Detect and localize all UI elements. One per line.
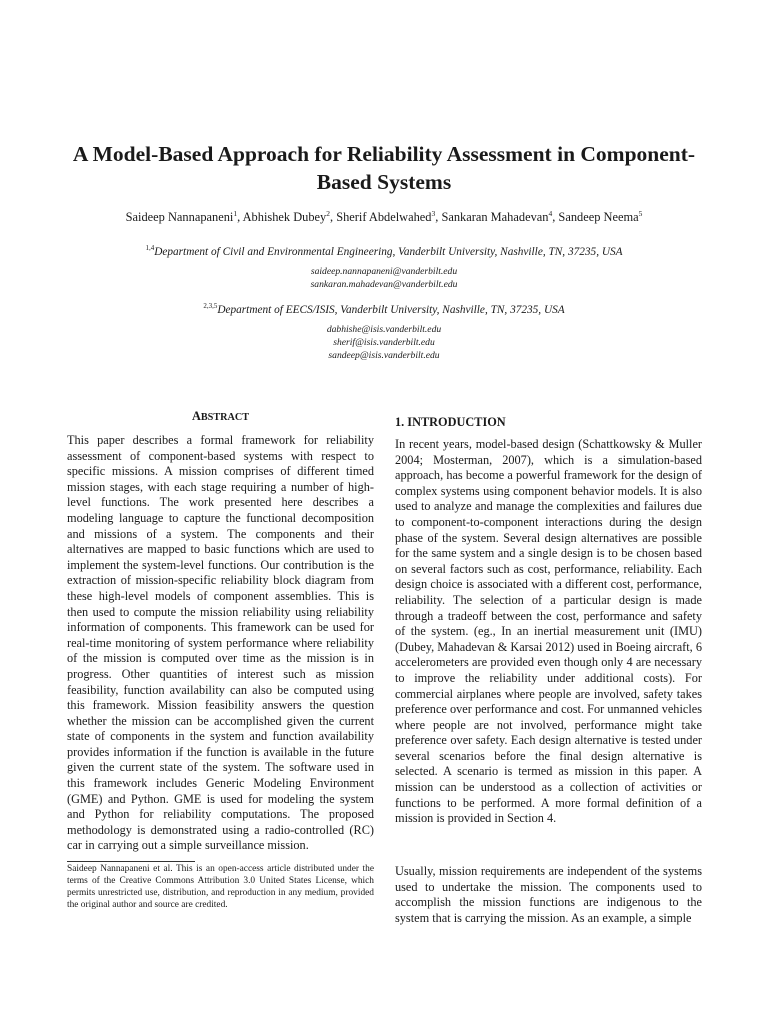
affiliation-sup: 1,4 [145,244,155,252]
author-name: Saideep Nannapaneni [125,210,234,225]
email: sandeep@isis.vanderbilt.edu [328,350,440,361]
affiliation-text: Department of Civil and Environmental Engineering, Vanderbilt University, Nashville, TN, 37235, USA [154,245,623,258]
abstract-heading: ABSTRACT [191,409,249,423]
author-sup: 5 [638,209,643,218]
abstract-body: This paper describes a formal framework for reliability assessment of component-based systems with respect to specific missions. A mission comprises of different timed mission stages, with each stage requiring a number of high-level functions. The work presented here describes a modeling language to capture the functional decomposition and missions of a system. The components and their alternatives are mapped to basic functions which are used to implement the system-level functions. Our contribution is the extraction of mission-specific reliability block diagram from these high-level models of component assemblies. This is then used to compute the mission reliability using reliability information of components. This framework can be used for real-time monitoring of system performance where reliability of the mission is computed over time as the mission is in progress. Other quantities of interest such as mission feasibility, function availability can also be computed using this framework. Mission feasibility answers the question whether the mission can be accomplished given the current state of components in the system and function availability provides information if the function is available in the future given the current state of the system. The software used in this framework includes Generic Modeling Environment (GME) and Python. GME is used for modeling the system and Python for reliability computations. The proposed methodology is demonstrated using a radio-controlled (RC) car in carrying out a simple surveillance mission. [67,433,374,853]
affiliation-1-emails [200,265,568,291]
affiliation-1 [40,244,728,258]
title-line-2: Based Systems [316,170,452,194]
affiliation-2-emails [200,323,568,362]
author-name: Sandeep Neema [558,210,639,225]
affiliation-sup: 2,3,5 [203,302,218,310]
author-sup: 1 [233,209,238,218]
author-list: Saideep Nannapaneni$^1$, Abhishek Dubey$^2$, Sherif Abdelwahed$^3$, Sankaran Mahadevan$^4$, Sandeep Neema$^5$ [125,209,643,225]
email: saideep.nannapaneni@vanderbilt.edu [310,266,458,277]
license-footnote: Saideep Nannapaneni et al. This is an open-access article distributed under the terms of the Creative Commons Attribution 3.0 United States License, which permits unrestricted use, distribution, and reproduction in any medium, provided the original author and source are credited. [67,864,374,910]
email: sherif@isis.vanderbilt.edu [333,337,435,348]
introduction-paragraph-2: Usually, mission requirements are independent of the systems used to undertake the mission. The components used to accomplish the mission functions are indigenous to the system that is carrying the mission. As an example, a simple [395,864,702,925]
introduction-paragraph-1: In recent years, model-based design (Schattkowsky & Muller 2004; Mosterman, 2007), which is a simulation-based approach, has become a powerful framework for the design of complex systems using component behavior models. It is also used to analyze and manage the complexities and failures due to component-to-component interactions during the design phase of the system. Several design alternatives are possible for the same system and a single design is to be chosen based on several factors such as cost, performance, reliability. Each design choice is associated with a different cost, performance, reliability. The selection of a particular design is made through a tradeoff between the cost, performance and safety of the system. (eg., In an inertial measurement unit (IMU) (Dubey, Mahadevan & Karsai 2012) used in Boeing aircraft, 6 accelerometers are provided even though only 4 are necessary to improve the reliability under additional costs). For commercial airplanes where people are involved, safety takes preference over performance and cost. For unmanned vehicles where people are not involved, performance might take preference over safety. Each design alternative is tested under several scenarios before the final design alternative is selected. A scenario is termed as mission in this paper. A mission can be understood as a collection of activities or functions to be performed. A more formal definition of a mission is provided in Section 4. [395,437,702,826]
author-name: Abhishek Dubey [242,210,327,225]
author-sup: 4 [548,209,553,218]
footnote-divider [67,861,195,862]
author-sup: 3 [431,209,436,218]
author-sup: 2 [326,209,330,218]
affiliation-2 [40,302,728,316]
author-name: Sherif Abdelwahed [336,210,432,225]
email: dabhishe@isis.vanderbilt.edu [326,324,442,335]
paper-title [60,140,708,196]
email: sankaran.mahadevan@vanderbilt.edu [310,279,458,290]
section-heading-introduction: 1. INTRODUCTION [395,415,506,429]
affiliation-text: Department of EECS/ISIS, Vanderbilt University, Nashville, TN, 37235, USA [217,303,565,316]
author-name: Sankaran Mahadevan [441,210,549,225]
title-line-1: A Model-Based Approach for Reliability Assessment in Component- [72,142,696,166]
